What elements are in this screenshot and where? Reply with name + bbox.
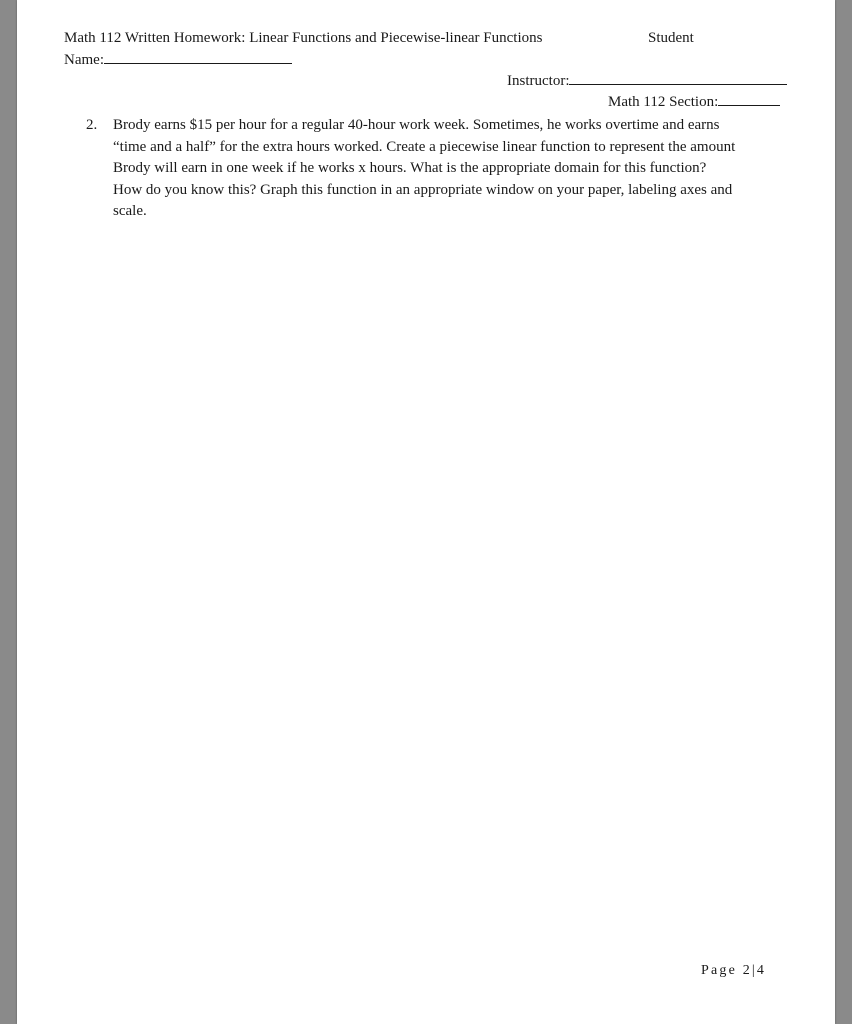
problem-line: Brody will earn in one week if he works x hours. What is the appropriate domain for this function? [113, 160, 707, 176]
problem-line: Brody earns $15 per hour for a regular 40-hour work week. Sometimes, he works overtime and earns [113, 117, 720, 133]
document-page [17, 0, 835, 1024]
name-blank-line [104, 51, 292, 64]
problem-line: scale. [113, 203, 147, 219]
problem-number: 2. [86, 117, 98, 133]
problem-line: How do you know this? Graph this function in an appropriate window on your paper, labeling axes and [113, 181, 733, 198]
instructor-field-row [507, 72, 787, 90]
instructor-label: Instructor: [507, 73, 570, 89]
problem-line: “time and a half” for the extra hours worked. Create a piecewise linear function to represent the amount [113, 138, 736, 155]
name-label: Name: [64, 52, 104, 68]
instructor-blank-line [569, 72, 787, 85]
section-field-row [608, 93, 780, 111]
problem-text [113, 115, 796, 223]
student-label: Student [648, 30, 694, 46]
problem-2 [86, 115, 796, 223]
document-title: Math 112 Written Homework: Linear Functions and Piecewise-linear Functions [64, 30, 543, 46]
section-blank-line [718, 93, 780, 106]
page-number: Page 2|4 [701, 963, 767, 978]
name-field-row [64, 51, 292, 69]
section-label: Math 112 Section: [608, 94, 719, 110]
